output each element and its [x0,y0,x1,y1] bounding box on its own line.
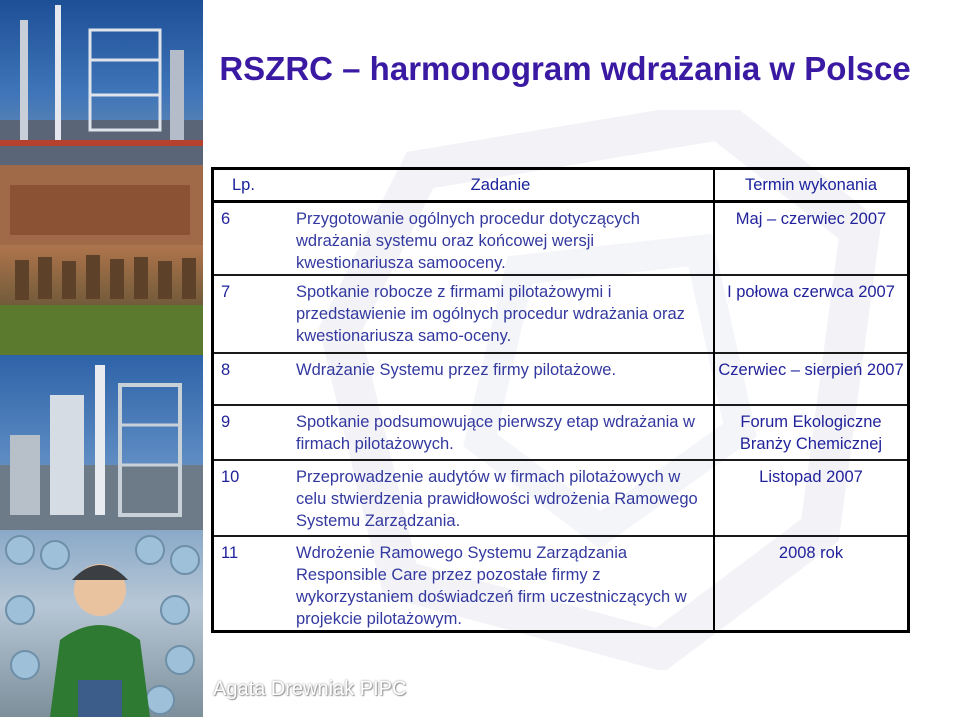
table-header-row [214,170,907,202]
table-row [214,353,907,405]
left-photo-strip [0,0,203,717]
header-term: Termin wykonania [714,170,907,202]
row-term: 2008 rok [714,536,907,633]
table-row [214,275,907,353]
table-row [214,460,907,536]
row-lp: 8 [214,353,288,405]
row-lp: 11 [214,536,288,633]
table-row [214,202,907,276]
row-task: Przygotowanie ogólnych procedur dotyczących wdrażania systemu oraz końcowej wersji kwestionariusza samooceny. [296,210,640,272]
row-task: Spotkanie podsumowujące pierwszy etap wdrażania w firmach pilotażowych. [288,405,714,460]
header-task: Zadanie [288,170,714,202]
row-term: Listopad 2007 [714,460,907,536]
row-lp: 9 [214,405,288,460]
table-row [214,405,907,460]
row-task: Wdrażanie Systemu przez firmy pilotażowe. [288,353,714,405]
row-term: I połowa czerwca 2007 [714,275,907,353]
row-term: Maj – czerwiec 2007 [714,202,907,276]
row-task: Wdrożenie Ramowego Systemu Zarządzania Responsible Care przez pozostałe firmy z wykorzystaniem doświadczeń firm uczestniczących w projekcie pilotażowym. [288,536,714,633]
schedule-table [211,167,910,633]
row-task: Przeprowadzenie audytów w firmach pilotażowych w celu stwierdzenia prawidłowości wdrożenia Ramowego Systemu Zarządzania. [288,460,714,536]
footer-author: Agata Drewniak PIPC [213,678,407,700]
row-lp: 10 [214,460,288,536]
child-bottles-photo [0,530,203,717]
table-row [214,536,907,633]
refinery-photo [0,0,203,165]
row-lp: 6 [221,210,231,228]
row-term: Czerwiec – sierpień 2007 [714,353,907,405]
slide-title: RSZRC – harmonogram wdrażania w Polsce [219,50,911,87]
row-task: Spotkanie robocze z firmami pilotażowymi i przedstawienie im ogólnych procedur wdrażania oraz kwestionariusza samo-oceny. [288,275,714,353]
row-term: Forum Ekologiczne Branży Chemicznej [714,405,907,460]
header-lp: Lp. [214,170,288,202]
deer-field-photo [0,165,203,355]
row-lp: 7 [214,275,288,353]
chemical-plant-photo [0,355,203,530]
